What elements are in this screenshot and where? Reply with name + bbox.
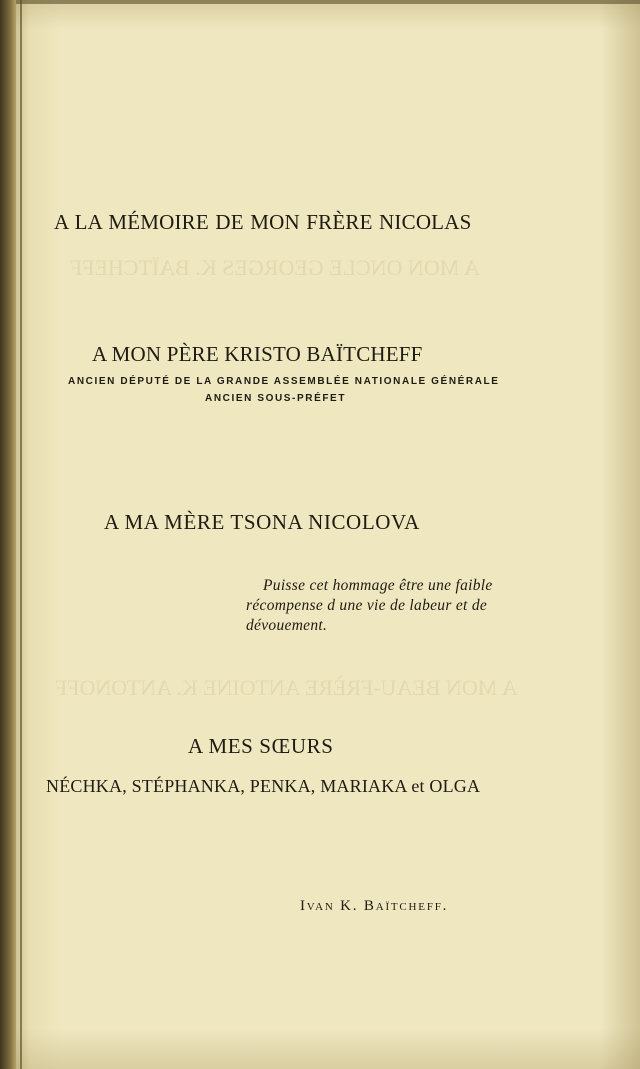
page-top-edge [16,0,640,4]
mother-tribute-line-3: dévouement. [246,617,328,634]
sisters-names: NÉCHKA, STÉPHANKA, PENKA, MARIAKA et OLGA [46,776,481,796]
mother-tribute-line-2: récompense d une vie de labeur et de [246,597,488,614]
show-through-text: A MON ONCLE GEORGES K. BAÏTCHEFF [70,255,480,280]
father-title-deputy: ANCIEN DÉPUTÉ DE LA GRANDE ASSEMBLÉE NATIONALE GÉNÉRALE [68,376,500,387]
dedication-sisters: A MES SŒURS [188,734,334,758]
author-signature: Ivan K. Baïtcheff. [300,898,449,914]
father-title-subprefect: ANCIEN SOUS-PRÉFET [205,393,347,404]
dedication-brother: A LA MÉMOIRE DE MON FRÈRE NICOLAS [54,210,472,234]
gutter-line [20,0,22,1069]
book-binding [0,0,16,1069]
mother-tribute-line-1: Puisse cet hommage être une faible [263,577,493,594]
dedication-father: A MON PÈRE KRISTO BAÏTCHEFF [92,342,423,366]
dedication-mother: A MA MÈRE TSONA NICOLOVA [104,510,420,534]
show-through-text: A MON BEAU-FRÈRE ANTOINE K. ANTONOFF [55,675,518,700]
